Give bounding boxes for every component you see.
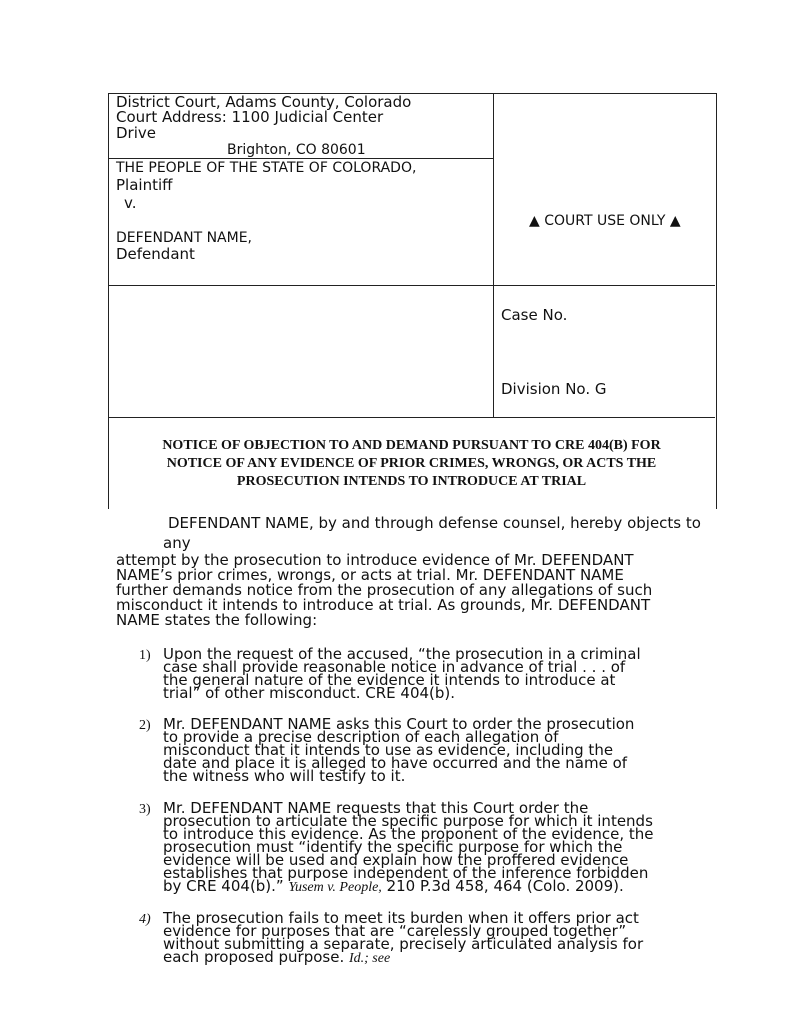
item-line: The prosecution fails to meet its burden when it offers prior act [163,909,639,927]
defendant-label: Defendant [116,245,195,263]
defendant-name: DEFENDANT NAME, [116,230,253,246]
item-line [163,877,703,895]
intro-paragraph [116,553,726,628]
item-text: by CRE 404(b).” [163,877,289,895]
intro-line: attempt by the prosecution to introduce evidence of Mr. DEFENDANT [116,551,634,569]
list-item [163,645,703,702]
caption-divider-court [108,158,493,159]
court-city: Brighton, CO 80601 [227,142,366,158]
list-item [163,715,703,785]
item-line: to introduce this evidence. As the proponent of the evidence, the [163,825,654,843]
list-item [163,909,703,966]
item-line: the witness who will testify to it. [163,767,406,785]
plaintiff-label: Plaintiff [116,176,173,194]
title-line: NOTICE OF OBJECTION TO AND DEMAND PURSUANT TO CRE 404(B) FOR [162,438,661,453]
item-line [163,948,703,966]
intro-line: DEFENDANT NAME, by and through defense counsel, hereby objects to [168,514,701,532]
item-line: Mr. DEFENDANT NAME asks this Court to order the prosecution [163,715,635,733]
item-number: 4) [139,912,151,927]
item-line: to provide a precise description of each allegation of [163,728,559,746]
versus: v. [124,194,137,212]
case-number: Case No. [501,306,568,324]
document-title [108,437,715,491]
case-citation: Yusem v. People, [288,880,382,895]
item-line: misconduct that it intends to use as evidence, including the [163,741,614,759]
item-line: case shall provide reasonable notice in advance of trial . . . of [163,658,626,676]
plaintiff-name: THE PEOPLE OF THE STATE OF COLORADO, [116,160,417,176]
item-line: Upon the request of the accused, “the prosecution in a criminal [163,645,641,663]
item-line: trial” of other misconduct. CRE 404(b). [163,684,456,702]
item-line: without submitting a separate, precisely articulated analysis for [163,935,644,953]
intro-line: any [163,534,191,552]
court-name: District Court, Adams County, Colorado [116,93,412,111]
intro-line: misconduct it intends to introduce at trial. As grounds, Mr. DEFENDANT [116,596,651,614]
item-line: prosecution to articulate the specific purpose for which it intends [163,812,653,830]
court-address-cont: Drive [116,124,156,142]
item-line: establishes that purpose independent of the inference forbidden [163,864,649,882]
item-number: 3) [139,802,151,817]
caption-divider-vertical [493,93,494,417]
item-line: date and place it is alleged to have occurred and the name of [163,754,628,772]
intro-line: NAME’s prior crimes, wrongs, or acts at trial. Mr. DEFENDANT NAME [116,566,624,584]
item-line: evidence will be used and explain how the proffered evidence [163,851,629,869]
caption-divider-parties [108,285,715,286]
intro-line: NAME states the following: [116,611,318,629]
item-text: 210 P.3d 458, 464 (Colo. 2009). [381,877,624,895]
item-line: prosecution must “identify the specific purpose for which the [163,838,623,856]
court-address: Court Address: 1100 Judicial Center [116,108,384,126]
item-text: each proposed purpose. [163,948,349,966]
intro-line: further demands notice from the prosecution of any allegations of such [116,581,653,599]
item-line: Mr. DEFENDANT NAME requests that this Court order the [163,799,589,817]
item-number: 1) [139,648,151,663]
caption-divider-title [108,417,715,418]
title-line: PROSECUTION INTENDS TO INTRODUCE AT TRIAL [236,474,587,489]
item-line: evidence for purposes that are “carelessly grouped together” [163,922,627,940]
court-use-only: ▲ COURT USE ONLY ▲ [529,213,681,229]
item-number: 2) [139,718,151,733]
division-number: Division No. G [501,380,607,398]
title-line: NOTICE OF ANY EVIDENCE OF PRIOR CRIMES, WRONGS, OR ACTS THE [166,456,657,471]
list-item [163,799,703,895]
case-citation: Id.; see [348,951,391,966]
item-line: the general nature of the evidence it intends to introduce at [163,671,616,689]
